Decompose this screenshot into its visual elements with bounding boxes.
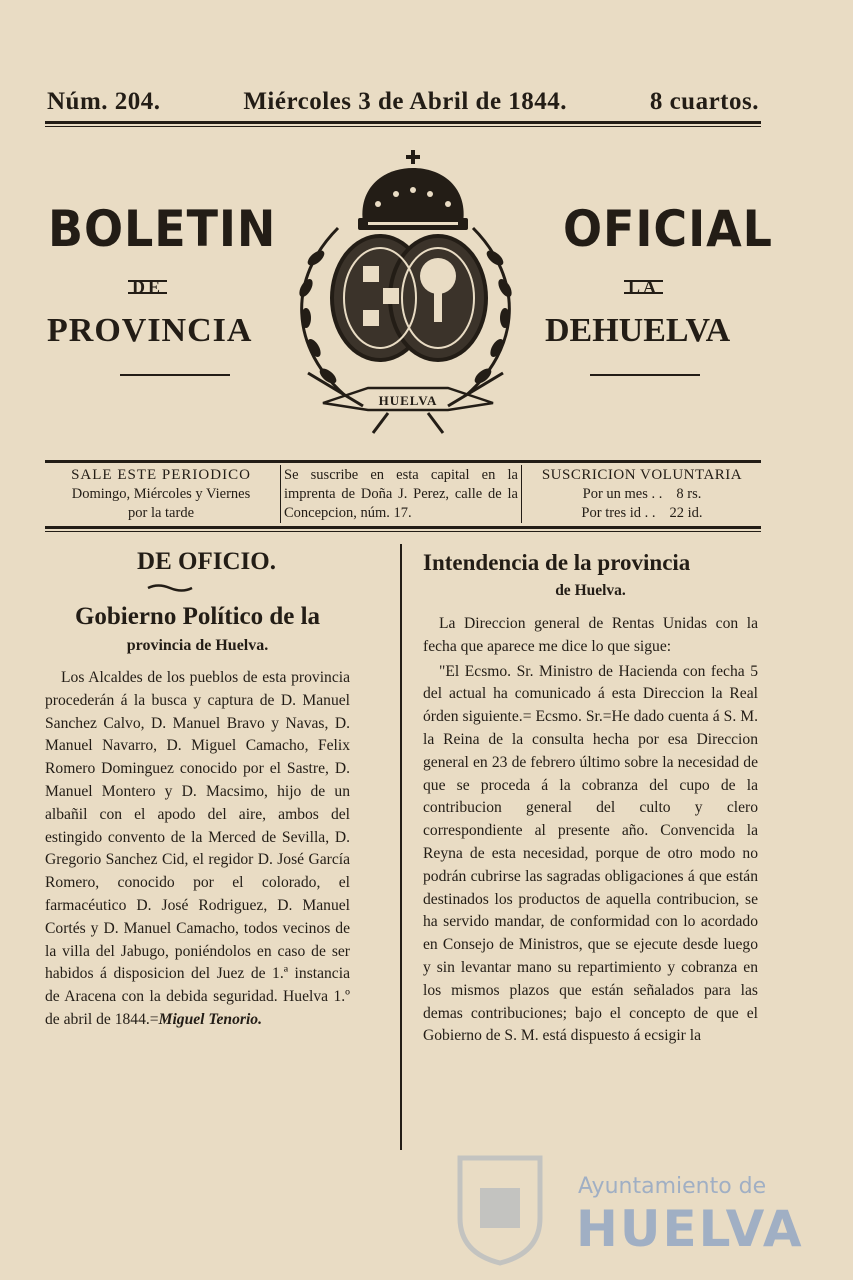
crest-ribbon-text: HUELVA: [378, 393, 438, 408]
column-divider: [400, 544, 402, 1150]
intendencia-title: Intendencia de la provincia: [423, 550, 691, 575]
publication-time: por la tarde: [127, 505, 195, 521]
masthead-de: DE: [128, 280, 167, 294]
header-rule: [45, 121, 761, 124]
intendencia-paragraph-1: La Direccion general de Rentas Unidas con la fecha que aparece me dice lo que sigue:: [423, 615, 758, 655]
price-month-label: Por un mes . .: [582, 486, 663, 502]
info-divider-1: [280, 465, 281, 523]
right-column: [423, 545, 758, 1048]
section-title: DE OFICIO.: [137, 548, 276, 575]
info-rule-top: [45, 460, 761, 463]
price-three-value: 22 id.: [669, 505, 703, 521]
intendencia-subtitle: de Huelva.: [555, 582, 626, 599]
voluntary-subscription: [524, 466, 760, 523]
intendencia-paragraph-2: "El Ecsmo. Sr. Ministro de Hacienda con fecha 5 del actual ha comunicado á esta Direccion la Real órden siguiente.= Ecsmo. Sr.=He dado cuenta á S. M. la Reina de la consulta hecha por esa Direccion general en 23 de febrero último sobre la necesidad de que se proceda á la cobranza del cupo de la contribucion general del culto y clero correspondiente al presente año. Convencida la Reyna de esta necesidad, porque de otro modo no podrán cubrirse las sagradas obligaciones á que están destinados los productos de aquella contribucion, se ha servido mandar, de conformidad con lo acordado en Consejo de Ministros, que se ejecute desde luego y sin levantar mano su repartimiento y cobranza en los mismos plazos que están señalados para las demas contribuciones; bajo el concepto de que el Gobierno de S. M. está dispuesto á ecsigir la: [423, 662, 758, 1045]
info-rule-bottom-thin: [45, 531, 761, 532]
masthead-oficial: OFICIAL: [563, 200, 773, 258]
issue-header: [47, 88, 759, 118]
decorative-line-right: [590, 374, 700, 376]
header-rule-thin: [45, 126, 761, 127]
gobierno-title: Gobierno Político de la: [74, 603, 321, 630]
publication-days-title: SALE ESTE PERIODICO: [71, 467, 251, 483]
watermark-line-2: HUELVA: [576, 1200, 804, 1258]
price-three-label: Por tres id . .: [581, 505, 656, 521]
price-row-month: [524, 485, 760, 504]
signature: Miguel Tenorio.: [158, 1010, 262, 1028]
publication-days: [45, 466, 277, 523]
info-rule-bottom: [45, 526, 761, 529]
watermark-shield-icon: [450, 1148, 550, 1266]
flourish-icon: [146, 583, 194, 593]
gobierno-body: [45, 667, 350, 1032]
masthead-la: LA: [624, 280, 663, 294]
issue-price: 8 cuartos.: [649, 88, 759, 115]
gobierno-subtitle: provincia de Huelva.: [126, 637, 269, 654]
decorative-line-left: [120, 374, 230, 376]
issue-number: Núm. 204.: [47, 88, 161, 115]
watermark-line-1: Ayuntamiento de: [578, 1174, 767, 1199]
left-column: [45, 545, 350, 1032]
voluntary-subscription-title: SUSCRICION VOLUNTARIA: [541, 467, 743, 483]
masthead-dehuelva: DEHUELVA: [545, 312, 731, 349]
issue-date: Miércoles 3 de Abril de 1844.: [243, 88, 568, 115]
subscription-address: Se suscribe en esta capital en la imprenta de Doña J. Perez, calle de la Concepcion, núm. 17.: [284, 467, 518, 521]
masthead-boletin: BOLETIN: [48, 200, 277, 258]
price-month-value: 8 rs.: [676, 486, 702, 502]
price-row-three: [524, 504, 760, 523]
masthead-provincia: PROVINCIA: [47, 312, 253, 349]
publication-days-list: Domingo, Miércoles y Viernes: [71, 486, 251, 502]
info-divider-2: [521, 465, 522, 523]
coat-of-arms-icon: [268, 148, 543, 438]
gobierno-body-text: Los Alcaldes de los pueblos de esta provincia procederán á la busca y captura de D. Manuel Sanchez Calvo, D. Manuel Bravo y Navas, D. Manuel Navarro, D. Miguel Camacho, Felix Romero Dominguez conocido por el Sastre, D. Manuel Montero y D. Macsimo, hijo de un albañil con el apodo del aire, ambos del estingido convento de la Merced de Sevilla, D. Gregorio Sanchez Cid, el regidor D. José García Romero, conocido por el colorado, el farmacéutico D. José Rodriguez, D. Manuel Cortés y D. Manuel Camacho, todos vecinos de la villa del Jabugo, poniéndolos en caso de ser habidos á disposicion del Juez de 1.ª instancia de Aracena con la debida seguridad. Huelva 1.º de abril de 1844.=: [45, 669, 350, 1028]
